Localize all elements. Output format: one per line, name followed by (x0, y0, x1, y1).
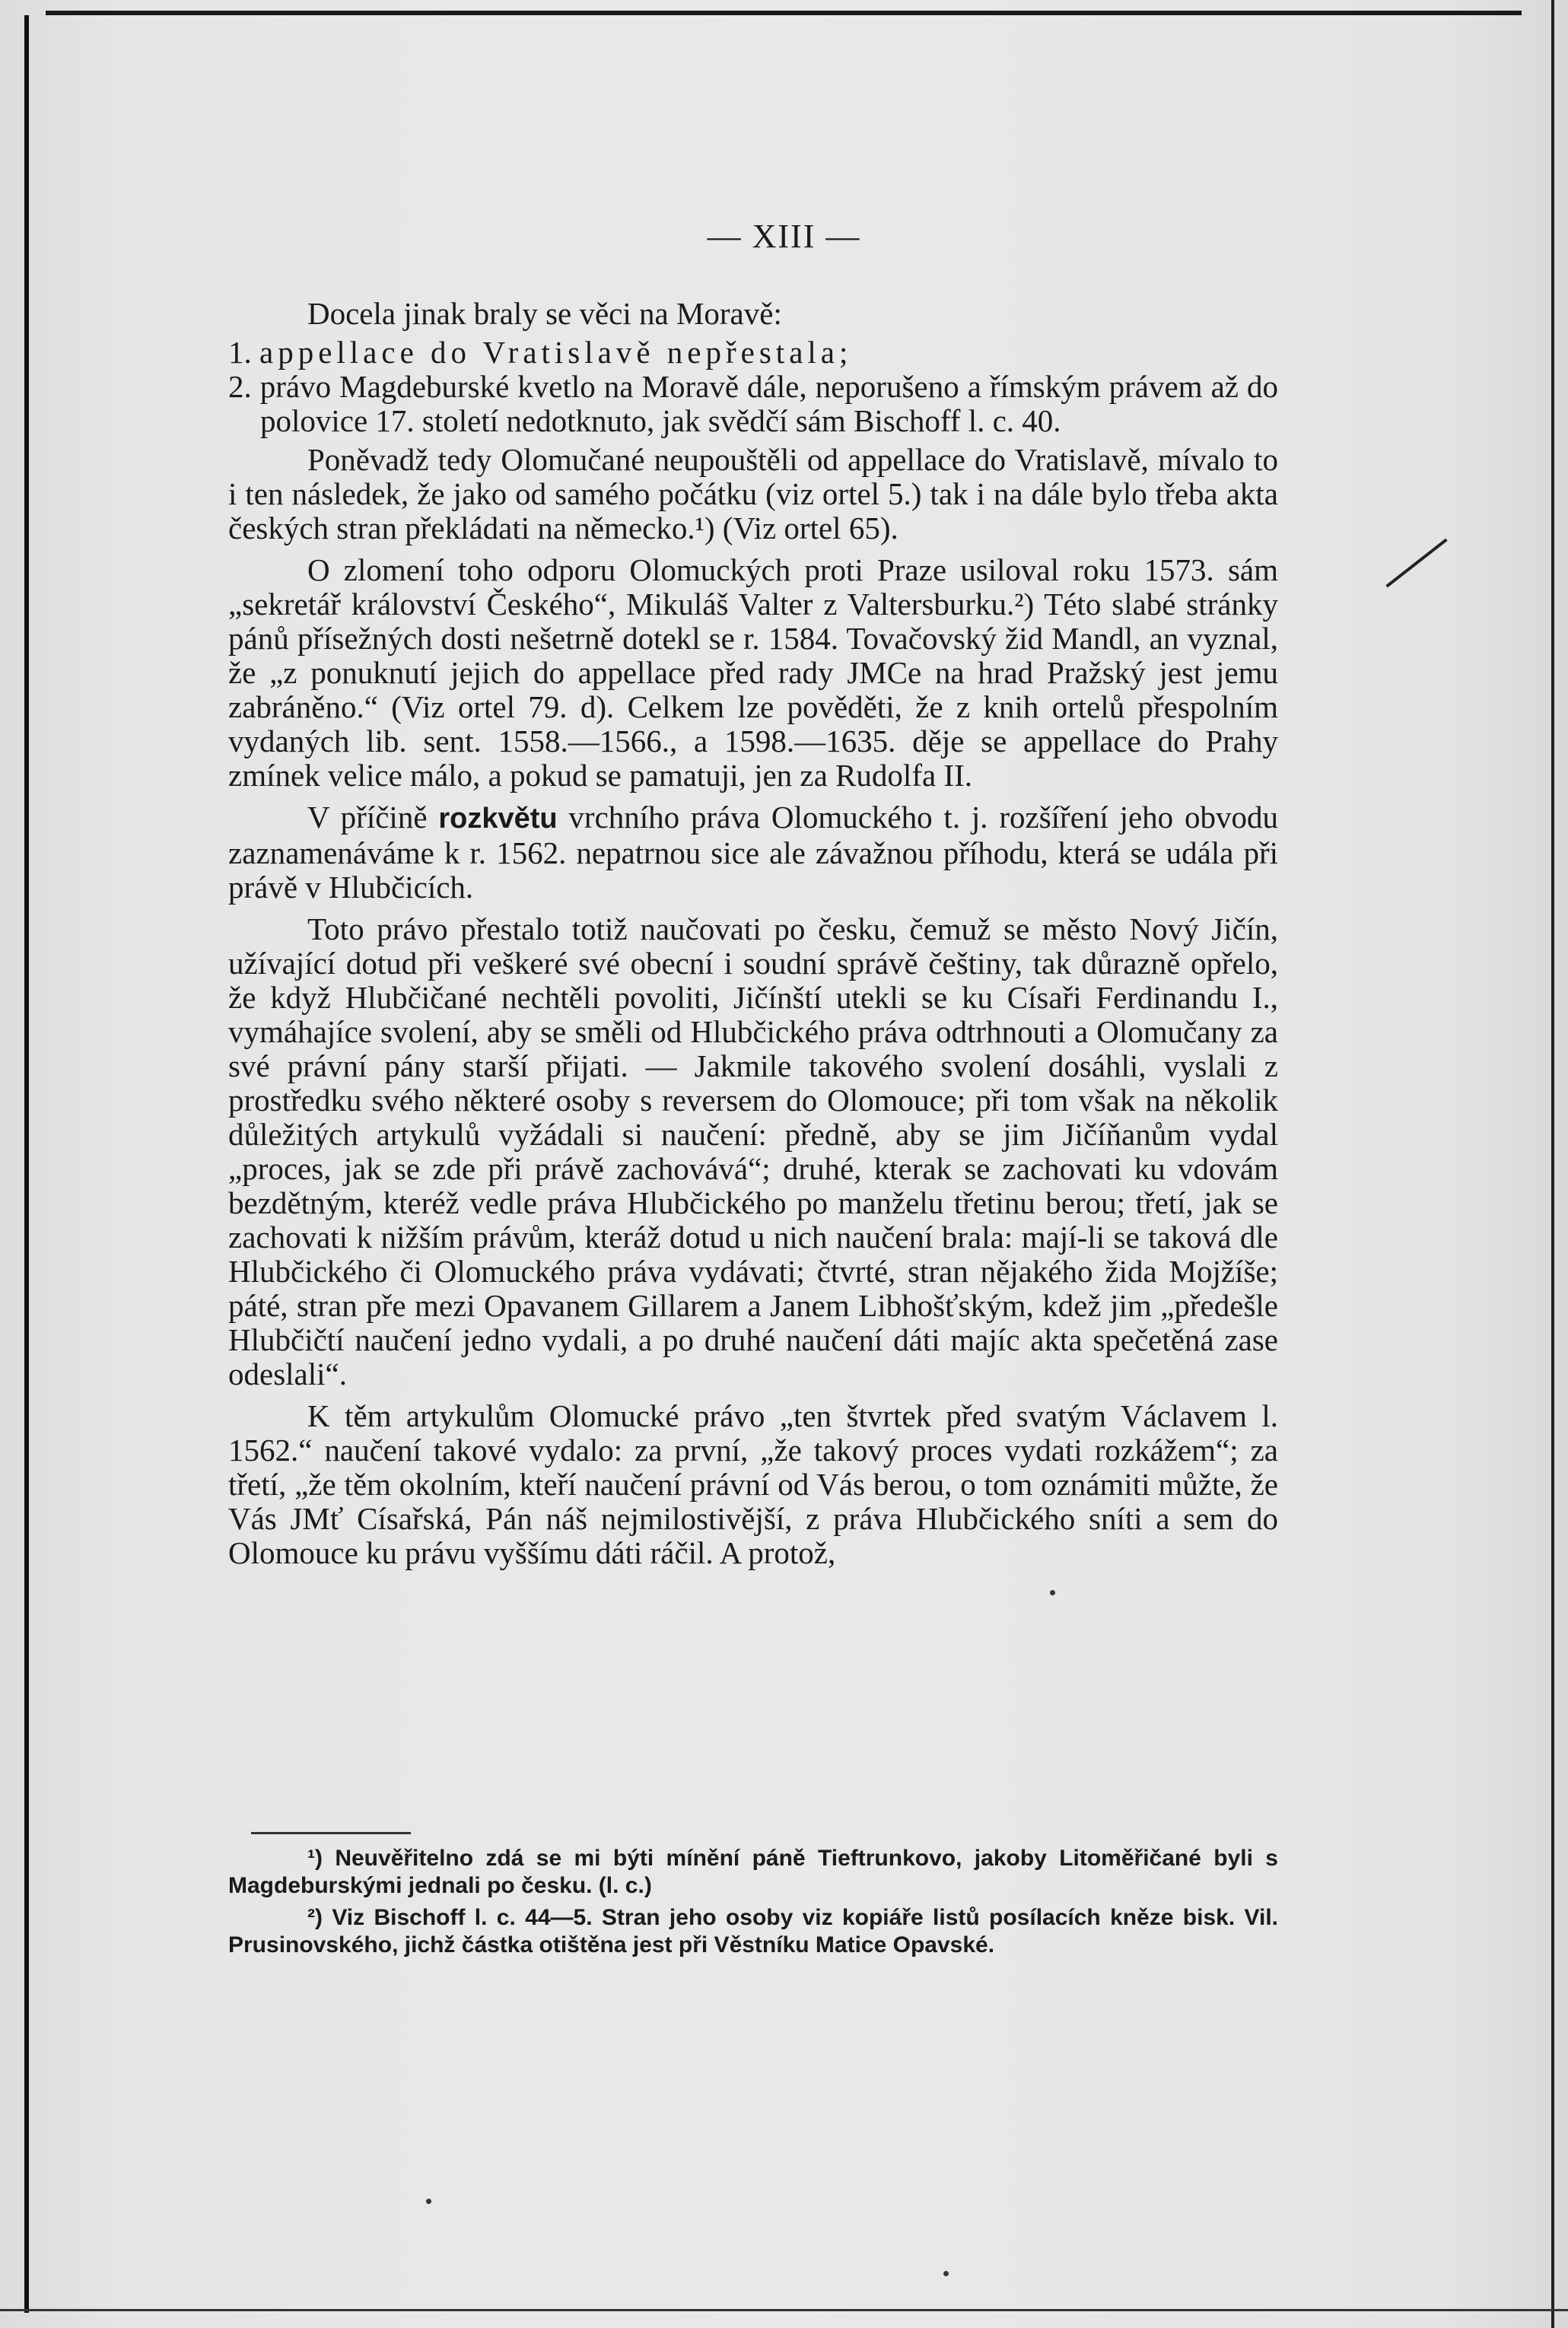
page-edge-bottom (0, 2309, 1568, 2311)
list-text: právo Magdeburské kvetlo na Moravě dále, neporušeno a římským právem až do polovice 17. století nedotknuto, jak svědčí sám Bischoff l. c. 40. (259, 369, 1278, 438)
numbered-list (228, 336, 1278, 438)
bold-term: rozkvětu (438, 803, 558, 835)
list-text: appellace do Vratislavě nepřestala; (259, 335, 853, 370)
page-edge-left (24, 15, 29, 2313)
paragraph-text: V příčině (307, 800, 439, 835)
paragraph: Toto právo přestalo totiž naučovati po česku, čemuž se město Nový Jičín, užívající dotud při veškeré své obecní i soudní správě češtiny, tak důrazně opřelo, že když Hlubčičané nechtěli povoliti, Jičínští utekli se ku Císaři Ferdinandu I., vymáhajíce svolení, aby se směli od Hlubčického práva odtrhnouti a Olomučany za své právní pány starší přijati. — Jakmile takového svolení dosáhli, vyslali z prostředku svého některé osoby s reversem do Olomouce; při tom však na několik důležitých artykulů vyžádali si naučení: předně, aby se jim Jičíňanům vydal „proces, jak se zde při právě zachovává“; druhé, kterak se zachovati ku vdovám bezdětným, kteréž vedle práva Hlubčického po manželu třetinu berou; třetí, jak se zachovati k nižším právům, kteráž dotud u nich naučení brala: mají-li se taková dle Hlubčického či Olomuckého práva vydávati; čtvrté, stran nějakého žida Mojžíše; páté, stran pře mezi Opavanem Gillarem a Janem Libhošťským, kdež jim „předešle Hlubčičtí naučení jedno vydali, a po druhé naučení dáti majíc akta spečetěná zase odeslali“. (228, 911, 1278, 1391)
paragraph-text: vrchního práva Olomuckého t. j. rozšíření jeho obvodu zaznamenáváme k r. 1562. nepatrnou sice ale závažnou příhodu, která se udála při právě v Hlubčicích. (228, 800, 1278, 905)
page-edge-right (1551, 0, 1554, 2328)
footnote-rule (251, 1832, 411, 1834)
list-number: 1. (228, 335, 252, 370)
footnote: ²) Viz Bischoff l. c. 44—5. Stran jeho osoby viz kopiáře listů posílacích kněze bisk. Vil. Prusinovského, jichž částka otištěna jest při Věstníku Matice Opavské. (228, 1905, 1278, 1957)
body-text (228, 297, 1278, 1578)
list-item (228, 370, 1278, 438)
page-number-header: — XIII — (707, 218, 861, 255)
speck (426, 2199, 431, 2204)
paragraph: Poněvadž tedy Olomučané neupouštěli od appellace do Vratislavě, mívalo to i ten následek, že jako od samého počátku (viz ortel 5.) tak i na dále bylo třeba akta českých stran překládati na německo.¹) (Viz ortel 65). (228, 442, 1278, 545)
intro-line: Docela jinak braly se věci na Moravě: (307, 296, 782, 331)
footnote: ¹) Neuvěřitelno zdá se mi býti mínění páně Tieftrunkovo, jakoby Litoměřičané byli s Magdeburskými jednali po česku. (l. c.) (228, 1846, 1278, 1898)
paragraph: K těm artykulům Olomucké právo „ten štvrtek před svatým Václavem l. 1562.“ naučení takové vydalo: za první, „že takový proces vydati rozkážem“; za třetí, „že těm okolním, kteří naučení právní od Vás berou, o tom oznámiti můžte, že Vás JMť Císařská, Pán náš nejmilostivější, z práva Hlubčického sníti a sem do Olomouce ku právu vyššímu dáti ráčil. A protož, (228, 1398, 1278, 1570)
speck (943, 2271, 949, 2276)
speck (1050, 1590, 1055, 1595)
paragraph: O zlomení toho odporu Olomuckých proti Praze usiloval roku 1573. sám „sekretář království Českého“, Mikuláš Valter z Valtersburku.²) Této slabé stránky pánů přísežných dosti nešetrně dotekl se r. 1584. Tovačovský žid Mandl, an vyznal, že „z ponuknutí jejich do appellace před rady JMCe na hrad Pražský jest jemu zabráněno.“ (Viz ortel 79. d). Celkem lze pověděti, že z knih ortelů přespolním vydaných lib. sent. 1558.—1566., a 1598.—1635. děje se appellace do Prahy zmínek velice málo, a pokud se pamatuji, jen za Rudolfa II. (228, 552, 1278, 793)
footnotes (228, 1845, 1278, 1964)
paragraph-rozkvet (228, 800, 1278, 905)
list-number: 2. (228, 369, 252, 404)
margin-slash-mark (1385, 539, 1447, 588)
page-edge-top (46, 11, 1522, 15)
list-item (228, 336, 1278, 370)
